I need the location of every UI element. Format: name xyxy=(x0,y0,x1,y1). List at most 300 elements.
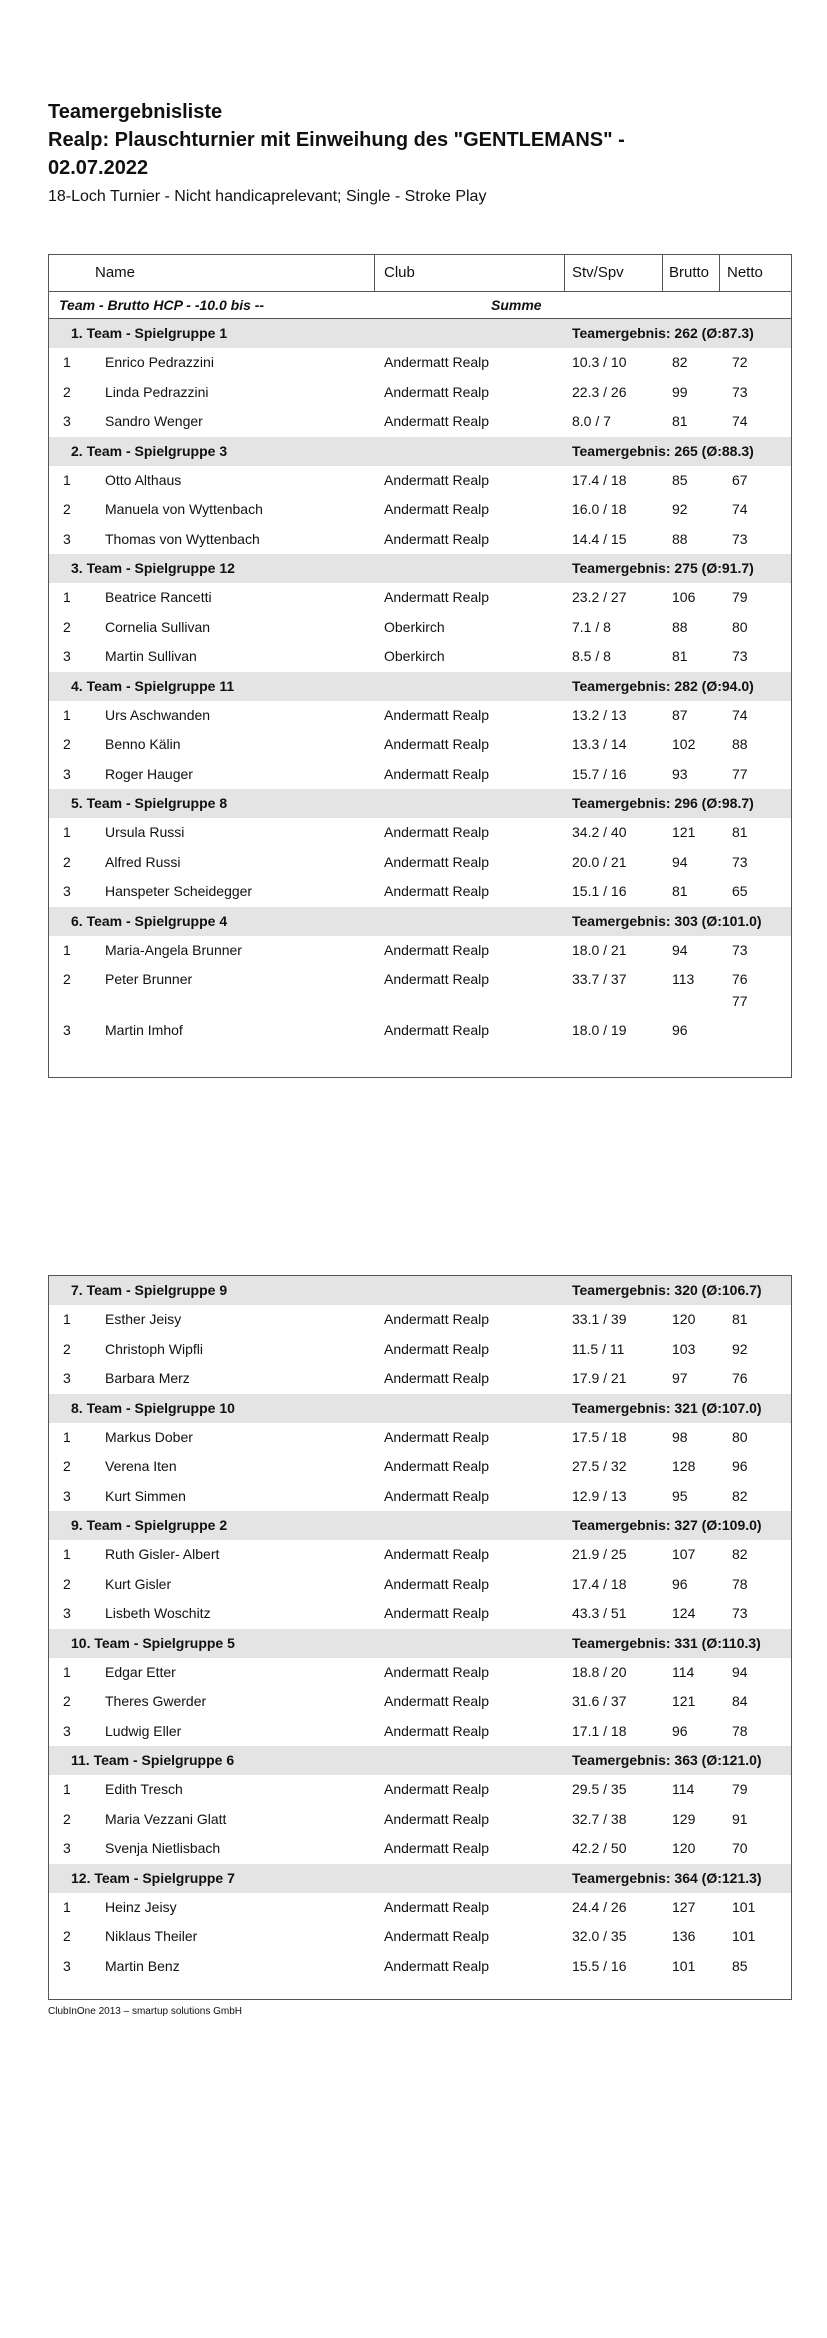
player-hcp: 12.9 / 13 xyxy=(572,1487,627,1504)
player-row xyxy=(49,1364,791,1394)
player-hcp: 15.7 / 16 xyxy=(572,765,627,782)
player-netto: 79 xyxy=(732,589,748,605)
team-title: 12. Team - Spielgruppe 7 xyxy=(71,1869,235,1886)
player-rank: 1 xyxy=(63,941,71,958)
player-club: Andermatt Realp xyxy=(384,530,490,547)
player-hcp: 31.6 / 37 xyxy=(572,1693,627,1709)
player-netto: 67 xyxy=(732,471,748,488)
player-rank: 2 xyxy=(63,501,71,517)
team-result: Teamergebnis: 303 (Ø:101.0) xyxy=(572,912,762,929)
player-netto: 85 xyxy=(732,1957,748,1974)
team-result: Teamergebnis: 364 (Ø:121.3) xyxy=(572,1869,762,1886)
player-name: Manuela von Wyttenbach xyxy=(105,501,263,517)
player-netto: 101 xyxy=(732,1928,756,1944)
player-name: Verena Iten xyxy=(105,1458,177,1474)
player-rank: 2 xyxy=(63,853,71,870)
player-name: Ursula Russi xyxy=(105,824,185,840)
player-brutto: 98 xyxy=(672,1428,688,1445)
player-name: Thomas von Wyttenbach xyxy=(105,530,260,547)
player-name: Otto Althaus xyxy=(105,471,182,488)
player-hcp: 13.3 / 14 xyxy=(572,736,627,752)
player-row xyxy=(49,583,791,613)
player-hcp: 34.2 / 40 xyxy=(572,824,627,840)
player-rank: 3 xyxy=(63,648,71,664)
player-row xyxy=(49,965,791,1016)
player-club: Andermatt Realp xyxy=(384,1898,490,1915)
player-row xyxy=(49,1717,791,1747)
player-club: Andermatt Realp xyxy=(384,1722,490,1739)
player-rank: 3 xyxy=(63,765,71,782)
table-header xyxy=(49,255,791,292)
team-header xyxy=(49,1629,791,1658)
player-name: Roger Hauger xyxy=(105,765,193,782)
player-row xyxy=(49,1016,791,1046)
player-rank: 2 xyxy=(63,1575,71,1592)
player-netto: 77 xyxy=(732,765,748,782)
player-netto: 82 xyxy=(732,1487,748,1504)
player-name: Linda Pedrazzini xyxy=(105,383,209,400)
title-block xyxy=(48,98,788,208)
player-name: Kurt Gisler xyxy=(105,1575,172,1592)
team-header xyxy=(49,554,791,583)
context-sum: Summe xyxy=(491,297,542,313)
team-result: Teamergebnis: 363 (Ø:121.0) xyxy=(572,1752,762,1768)
player-brutto: 103 xyxy=(672,1340,696,1357)
team-header xyxy=(49,1746,791,1775)
team-header xyxy=(49,672,791,701)
player-netto: 78 xyxy=(732,1575,748,1592)
player-name: Svenja Nietlisbach xyxy=(105,1840,221,1856)
player-hcp: 15.1 / 16 xyxy=(572,883,627,899)
player-netto: 73 xyxy=(732,648,748,664)
player-brutto: 124 xyxy=(672,1605,696,1621)
player-row xyxy=(49,1775,791,1805)
player-rank: 3 xyxy=(63,1022,71,1038)
player-name: Peter Brunner xyxy=(105,971,193,987)
player-netto: 82 xyxy=(732,1546,748,1562)
player-club: Andermatt Realp xyxy=(384,1663,490,1680)
player-netto: 74 xyxy=(732,706,748,723)
player-netto: 88 xyxy=(732,736,748,752)
player-name: Barbara Merz xyxy=(105,1370,190,1386)
player-row xyxy=(49,1922,791,1952)
player-rank: 2 xyxy=(63,736,71,752)
player-row xyxy=(49,1452,791,1482)
player-row xyxy=(49,1540,791,1570)
team-title: 1. Team - Spielgruppe 1 xyxy=(71,325,228,341)
player-hcp: 21.9 / 25 xyxy=(572,1546,627,1562)
player-netto: 80 xyxy=(732,618,748,635)
player-name: Edgar Etter xyxy=(105,1663,176,1680)
player-rank: 3 xyxy=(63,1487,71,1504)
player-rank: 1 xyxy=(63,1663,71,1680)
player-name: Esther Jeisy xyxy=(105,1311,182,1327)
player-hcp: 33.7 / 37 xyxy=(572,971,627,987)
player-rank: 2 xyxy=(63,383,71,400)
player-club: Andermatt Realp xyxy=(384,1605,490,1621)
player-club: Andermatt Realp xyxy=(384,1546,490,1562)
player-hcp: 33.1 / 39 xyxy=(572,1311,627,1327)
player-hcp: 23.2 / 27 xyxy=(572,589,627,605)
player-row xyxy=(49,642,791,672)
player-row xyxy=(49,1952,791,1982)
player-brutto: 114 xyxy=(672,1663,695,1680)
player-brutto: 95 xyxy=(672,1487,688,1504)
team-result: Teamergebnis: 296 (Ø:98.7) xyxy=(572,795,754,811)
player-club: Andermatt Realp xyxy=(384,1957,490,1974)
footer-credit: ClubInOne 2013 – smartup solutions GmbH xyxy=(48,2006,242,2017)
player-hcp: 24.4 / 26 xyxy=(572,1898,627,1915)
player-row xyxy=(49,1658,791,1688)
team-header xyxy=(49,319,791,348)
player-row xyxy=(49,348,791,378)
team-header xyxy=(49,1394,791,1423)
player-rank: 2 xyxy=(63,618,71,635)
player-club: Andermatt Realp xyxy=(384,941,490,958)
player-netto: 79 xyxy=(732,1781,748,1797)
player-row xyxy=(49,818,791,848)
player-row xyxy=(49,1482,791,1512)
player-club: Andermatt Realp xyxy=(384,383,490,400)
player-club: Andermatt Realp xyxy=(384,1693,490,1709)
team-result: Teamergebnis: 331 (Ø:110.3) xyxy=(572,1634,761,1651)
player-hcp: 32.0 / 35 xyxy=(572,1928,627,1944)
player-row xyxy=(49,936,791,966)
player-rank: 3 xyxy=(63,1840,71,1856)
team-title: 6. Team - Spielgruppe 4 xyxy=(71,912,228,929)
player-netto: 84 xyxy=(732,1693,748,1709)
player-club: Andermatt Realp xyxy=(384,1311,490,1327)
page-title: Teamergebnisliste xyxy=(48,101,223,123)
player-brutto: 88 xyxy=(672,530,688,547)
team-title: 5. Team - Spielgruppe 8 xyxy=(71,795,228,811)
player-netto: 94 xyxy=(732,1663,748,1680)
player-row xyxy=(49,407,791,437)
player-name: Lisbeth Woschitz xyxy=(105,1605,211,1621)
player-hcp: 16.0 / 18 xyxy=(572,501,627,517)
player-brutto: 127 xyxy=(672,1898,696,1915)
player-hcp: 32.7 / 38 xyxy=(572,1810,627,1827)
results-table-page-1 xyxy=(48,254,792,1078)
player-row xyxy=(49,525,791,555)
player-hcp: 11.5 / 11 xyxy=(572,1340,625,1357)
player-row xyxy=(49,1599,791,1629)
team-result: Teamergebnis: 321 (Ø:107.0) xyxy=(572,1399,762,1416)
event-subtitle: 18-Loch Turnier - Nicht handicaprelevant; Single - Stroke Play xyxy=(48,188,487,205)
player-name: Christoph Wipfli xyxy=(105,1340,204,1357)
player-row xyxy=(49,1687,791,1717)
team-result: Teamergebnis: 275 (Ø:91.7) xyxy=(572,560,754,576)
player-hcp: 10.3 / 10 xyxy=(572,354,627,370)
header-name: Name xyxy=(95,264,136,281)
player-brutto: 92 xyxy=(672,501,688,517)
player-hcp: 8.5 / 8 xyxy=(572,648,611,664)
player-hcp: 17.4 / 18 xyxy=(572,471,627,488)
context-label: Team - Brutto HCP - -10.0 bis -- xyxy=(59,297,265,313)
player-brutto: 97 xyxy=(672,1370,688,1386)
team-result: Teamergebnis: 265 (Ø:88.3) xyxy=(572,442,754,459)
player-brutto: 93 xyxy=(672,765,688,782)
player-netto: 101 xyxy=(732,1898,756,1915)
player-netto: 81 xyxy=(732,824,748,840)
player-row xyxy=(49,1805,791,1835)
player-hcp: 17.4 / 18 xyxy=(572,1575,627,1592)
player-row xyxy=(49,760,791,790)
team-title: 10. Team - Spielgruppe 5 xyxy=(71,1634,235,1651)
player-brutto: 114 xyxy=(672,1781,695,1797)
player-name: Martin Imhof xyxy=(105,1022,183,1038)
player-brutto: 120 xyxy=(672,1840,696,1856)
player-rank: 3 xyxy=(63,1370,71,1386)
team-result: Teamergebnis: 320 (Ø:106.7) xyxy=(572,1282,762,1298)
player-rank: 1 xyxy=(63,589,71,605)
player-rank: 1 xyxy=(63,824,71,840)
player-hcp: 42.2 / 50 xyxy=(572,1840,627,1856)
team-title: 9. Team - Spielgruppe 2 xyxy=(71,1517,228,1533)
player-netto-extra: 77 xyxy=(732,993,748,1009)
team-title: 3. Team - Spielgruppe 12 xyxy=(71,560,235,576)
event-title: Realp: Plauschturnier mit Einweihung des "GENTLEMANS" - xyxy=(48,129,625,151)
player-brutto: 99 xyxy=(672,383,688,400)
player-hcp: 29.5 / 35 xyxy=(572,1781,627,1797)
player-name: Martin Sullivan xyxy=(105,648,197,664)
player-rank: 1 xyxy=(63,1546,71,1562)
player-row xyxy=(49,613,791,643)
player-netto: 80 xyxy=(732,1428,748,1445)
player-brutto: 113 xyxy=(672,971,695,987)
player-name: Heinz Jeisy xyxy=(105,1898,177,1915)
player-hcp: 18.8 / 20 xyxy=(572,1663,627,1680)
player-hcp: 43.3 / 51 xyxy=(572,1605,627,1621)
team-header xyxy=(49,907,791,936)
player-netto: 70 xyxy=(732,1840,748,1856)
player-name: Sandro Wenger xyxy=(105,413,203,429)
player-club: Andermatt Realp xyxy=(384,765,490,782)
player-brutto: 121 xyxy=(672,1693,696,1709)
player-name: Maria-Angela Brunner xyxy=(105,941,242,958)
player-rank: 3 xyxy=(63,1722,71,1739)
player-brutto: 81 xyxy=(672,648,688,664)
player-name: Enrico Pedrazzini xyxy=(105,354,214,370)
player-name: Edith Tresch xyxy=(105,1781,183,1797)
player-rank: 2 xyxy=(63,1928,71,1944)
player-club: Andermatt Realp xyxy=(384,971,490,987)
player-brutto: 106 xyxy=(672,589,696,605)
player-club: Andermatt Realp xyxy=(384,824,490,840)
player-club: Andermatt Realp xyxy=(384,1022,490,1038)
player-hcp: 22.3 / 26 xyxy=(572,383,627,400)
player-club: Andermatt Realp xyxy=(384,1575,490,1592)
player-rank: 1 xyxy=(63,706,71,723)
player-brutto: 136 xyxy=(672,1928,696,1944)
event-date: 02.07.2022 xyxy=(48,157,149,179)
player-name: Urs Aschwanden xyxy=(105,706,211,723)
player-rank: 3 xyxy=(63,1957,71,1974)
player-brutto: 81 xyxy=(672,413,688,429)
player-brutto: 107 xyxy=(672,1546,696,1562)
player-rank: 1 xyxy=(63,1428,71,1445)
player-netto: 74 xyxy=(732,501,748,517)
team-result: Teamergebnis: 327 (Ø:109.0) xyxy=(572,1517,762,1533)
player-rank: 1 xyxy=(63,471,71,488)
team-header xyxy=(49,1276,791,1305)
player-row xyxy=(49,1893,791,1923)
player-netto: 96 xyxy=(732,1458,748,1474)
player-club: Andermatt Realp xyxy=(384,1487,490,1504)
team-title: 4. Team - Spielgruppe 11 xyxy=(71,677,235,694)
team-header xyxy=(49,1864,791,1893)
player-club: Andermatt Realp xyxy=(384,706,490,723)
player-hcp: 17.1 / 18 xyxy=(572,1722,627,1739)
player-row xyxy=(49,378,791,408)
player-hcp: 17.9 / 21 xyxy=(572,1370,627,1386)
team-header xyxy=(49,1511,791,1540)
team-title: 2. Team - Spielgruppe 3 xyxy=(71,442,228,459)
player-netto: 73 xyxy=(732,1605,748,1621)
player-name: Hanspeter Scheidegger xyxy=(105,883,253,899)
player-club: Andermatt Realp xyxy=(384,1928,490,1944)
player-brutto: 129 xyxy=(672,1810,696,1827)
player-row xyxy=(49,1834,791,1864)
player-rank: 1 xyxy=(63,1781,71,1797)
player-club: Andermatt Realp xyxy=(384,1370,490,1386)
player-netto: 73 xyxy=(732,530,748,547)
player-club: Andermatt Realp xyxy=(384,1428,490,1445)
player-hcp: 20.0 / 21 xyxy=(572,853,627,870)
player-rank: 3 xyxy=(63,413,71,429)
player-club: Andermatt Realp xyxy=(384,853,490,870)
player-netto: 76 xyxy=(732,971,748,987)
player-brutto: 96 xyxy=(672,1575,688,1592)
player-netto: 73 xyxy=(732,383,748,400)
player-row xyxy=(49,877,791,907)
team-title: 8. Team - Spielgruppe 10 xyxy=(71,1399,235,1416)
team-header xyxy=(49,789,791,818)
player-club: Andermatt Realp xyxy=(384,1840,490,1856)
team-title: 11. Team - Spielgruppe 6 xyxy=(71,1752,235,1768)
player-club: Andermatt Realp xyxy=(384,471,490,488)
team-result: Teamergebnis: 282 (Ø:94.0) xyxy=(572,677,754,694)
player-hcp: 13.2 / 13 xyxy=(572,706,627,723)
player-name: Markus Dober xyxy=(105,1428,193,1445)
player-netto: 73 xyxy=(732,853,748,870)
player-name: Theres Gwerder xyxy=(105,1693,207,1709)
player-brutto: 120 xyxy=(672,1311,696,1327)
player-brutto: 121 xyxy=(672,824,696,840)
player-row xyxy=(49,1305,791,1335)
player-club: Andermatt Realp xyxy=(384,883,490,899)
player-brutto: 102 xyxy=(672,736,696,752)
player-club: Andermatt Realp xyxy=(384,589,490,605)
player-name: Cornelia Sullivan xyxy=(105,618,211,635)
player-rank: 2 xyxy=(63,971,71,987)
player-row xyxy=(49,1423,791,1453)
player-brutto: 101 xyxy=(672,1957,696,1974)
player-name: Benno Kälin xyxy=(105,736,181,752)
player-name: Ruth Gisler- Albert xyxy=(105,1546,220,1562)
player-row xyxy=(49,1335,791,1365)
player-netto: 73 xyxy=(732,941,748,958)
player-rank: 3 xyxy=(63,883,71,899)
player-brutto: 87 xyxy=(672,706,688,723)
player-name: Niklaus Theiler xyxy=(105,1928,198,1944)
player-brutto: 81 xyxy=(672,883,688,899)
team-result: Teamergebnis: 262 (Ø:87.3) xyxy=(572,325,754,341)
team-list-2 xyxy=(49,1276,791,1981)
player-rank: 2 xyxy=(63,1458,71,1474)
player-club: Oberkirch xyxy=(384,648,445,664)
player-brutto: 96 xyxy=(672,1722,688,1739)
player-name: Martin Benz xyxy=(105,1957,180,1974)
player-netto: 91 xyxy=(732,1810,748,1827)
player-row xyxy=(49,466,791,496)
player-hcp: 27.5 / 32 xyxy=(572,1458,627,1474)
results-table-page-2 xyxy=(48,1275,792,2000)
player-row xyxy=(49,495,791,525)
player-rank: 3 xyxy=(63,1605,71,1621)
player-row xyxy=(49,701,791,731)
player-hcp: 15.5 / 16 xyxy=(572,1957,627,1974)
team-header xyxy=(49,437,791,466)
player-club: Andermatt Realp xyxy=(384,501,490,517)
player-hcp: 18.0 / 19 xyxy=(572,1022,627,1038)
player-brutto: 94 xyxy=(672,853,688,870)
player-netto: 76 xyxy=(732,1370,748,1386)
player-hcp: 14.4 / 15 xyxy=(572,530,627,547)
header-club: Club xyxy=(384,264,415,281)
header-hcp: Stv/Spv xyxy=(572,264,624,281)
player-name: Kurt Simmen xyxy=(105,1487,186,1504)
player-rank: 2 xyxy=(63,1693,71,1709)
player-hcp: 8.0 / 7 xyxy=(572,413,611,429)
table-context-row xyxy=(49,292,791,319)
team-list-1 xyxy=(49,319,791,1046)
player-hcp: 17.5 / 18 xyxy=(572,1428,627,1445)
player-netto: 92 xyxy=(732,1340,748,1357)
player-netto: 72 xyxy=(732,354,748,370)
player-club: Andermatt Realp xyxy=(384,1810,490,1827)
player-netto: 78 xyxy=(732,1722,748,1739)
header-brutto: Brutto xyxy=(669,264,710,281)
player-name: Ludwig Eller xyxy=(105,1722,182,1739)
player-netto: 65 xyxy=(732,883,748,899)
player-brutto: 88 xyxy=(672,618,688,635)
player-brutto: 82 xyxy=(672,354,688,370)
player-rank: 1 xyxy=(63,354,71,370)
player-club: Andermatt Realp xyxy=(384,413,490,429)
player-netto: 74 xyxy=(732,413,748,429)
team-title: 7. Team - Spielgruppe 9 xyxy=(71,1282,228,1298)
player-brutto: 94 xyxy=(672,941,688,958)
player-rank: 1 xyxy=(63,1311,71,1327)
player-club: Andermatt Realp xyxy=(384,1781,490,1797)
player-brutto: 96 xyxy=(672,1022,688,1038)
player-rank: 2 xyxy=(63,1340,71,1357)
player-rank: 3 xyxy=(63,530,71,547)
player-club: Andermatt Realp xyxy=(384,1458,490,1474)
player-rank: 1 xyxy=(63,1898,71,1915)
player-hcp: 18.0 / 21 xyxy=(572,941,627,958)
player-name: Maria Vezzani Glatt xyxy=(105,1810,227,1827)
player-club: Oberkirch xyxy=(384,618,445,635)
player-row xyxy=(49,848,791,878)
player-row xyxy=(49,1570,791,1600)
player-name: Alfred Russi xyxy=(105,853,181,870)
player-club: Andermatt Realp xyxy=(384,354,490,370)
player-club: Andermatt Realp xyxy=(384,1340,490,1357)
player-rank: 2 xyxy=(63,1810,71,1827)
header-netto: Netto xyxy=(727,264,763,281)
